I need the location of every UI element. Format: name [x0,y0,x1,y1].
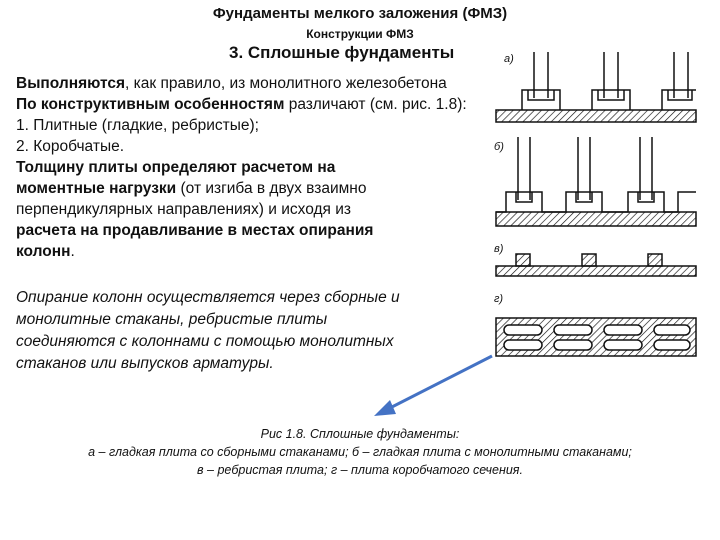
text-line [16,178,486,199]
bold-term: Выполняются [16,75,126,92]
bold-term: колонн [16,243,71,260]
list-item: 1. Плитные (гладкие, ребристые); [16,117,259,134]
figure-label-d: г) [494,293,504,305]
figure-b-slab-monolithic-cups [496,137,696,226]
page-subtitle: Конструкции ФМЗ [306,27,414,41]
text-line [16,94,486,115]
italic-line: Опирание колонн осуществляется через сборные и [16,289,400,306]
text-line [16,73,486,94]
text-line: перпендикулярных направлениях) и исходя из [16,201,352,218]
text-fragment: , как правило, из монолитного железобетона [125,75,447,92]
bold-term: По конструктивным особенностям [16,96,285,113]
bold-term: моментные нагрузки [16,180,177,197]
pointer-arrow [360,352,500,422]
text-fragment: различают (см. рис. 1.8): [284,96,467,113]
caption-line: а – гладкая плита со сборными стаканами; б – гладкая плита с монолитными стаканами; [88,445,632,459]
text-line: расчета на продавливание в местах опирания [16,222,374,239]
figure-label-b: б) [494,141,504,153]
figure-label-c: в) [494,243,504,255]
italic-line: стаканов или выпусков арматуры. [16,355,274,372]
text-fragment: . [70,243,75,260]
figure-c-ribbed-slab [496,254,696,276]
foundation-figure [482,42,707,382]
figure-d-box-section-slab [496,318,696,356]
figure-caption [0,425,720,479]
figure-label-a: а) [504,53,514,65]
italic-line: монолитные стаканы, ребристые плиты [16,311,328,328]
text-line: Толщину плиты определяют расчетом на [16,159,336,176]
caption-title: Рис 1.8. Сплошные фундаменты: [260,427,460,441]
italic-line: соединяются с колоннами с помощью монолитных [16,333,394,350]
text-fragment: (от изгиба в двух взаимно [176,180,367,197]
list-item: 2. Коробчатые. [16,138,125,155]
figure-a-slab-precast-cups [496,52,696,122]
main-text [16,73,486,262]
caption-line: в – ребристая плита; г – плита коробчатого сечения. [197,463,523,477]
section-heading: 3. Сплошные фундаменты [229,43,455,62]
page-title: Фундаменты мелкого заложения (ФМЗ) [212,5,508,22]
text-line [16,241,486,262]
